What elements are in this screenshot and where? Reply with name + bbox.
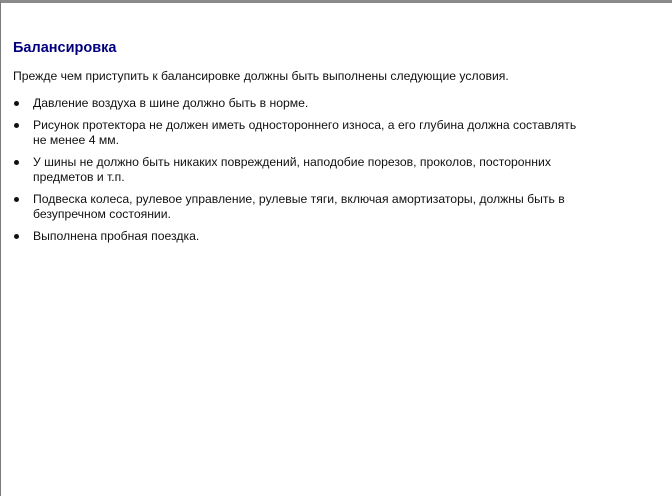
list-item — [13, 155, 593, 186]
bullet-icon — [14, 160, 19, 165]
list-item-text: Подвеска колеса, рулевое управление, рулевые тяги, включая амортизаторы, должны быть в безупречном состоянии. — [33, 191, 565, 221]
bullet-icon — [14, 197, 19, 202]
list-item — [13, 192, 593, 223]
document-content — [13, 38, 613, 250]
bullet-icon — [14, 234, 19, 239]
list-item-text: У шины не должно быть никаких повреждений, наподобие порезов, проколов, посторонних предметов и т.п. — [33, 154, 551, 184]
bullet-icon — [14, 101, 19, 106]
conditions-list — [13, 96, 613, 244]
list-item-text: Рисунок протектора не должен иметь одностороннего износа, а его глубина должна составлять не менее 4 мм. — [33, 117, 577, 147]
list-item — [13, 96, 593, 112]
list-item — [13, 118, 593, 149]
list-item — [13, 229, 593, 245]
page-title: Балансировка — [13, 40, 117, 56]
list-item-text: Выполнена пробная поездка. — [33, 228, 200, 243]
intro-paragraph: Прежде чем приступить к балансировке должны быть выполнены следующие условия. — [13, 69, 509, 83]
bullet-icon — [14, 123, 19, 128]
list-item-text: Давление воздуха в шине должно быть в норме. — [33, 96, 309, 110]
